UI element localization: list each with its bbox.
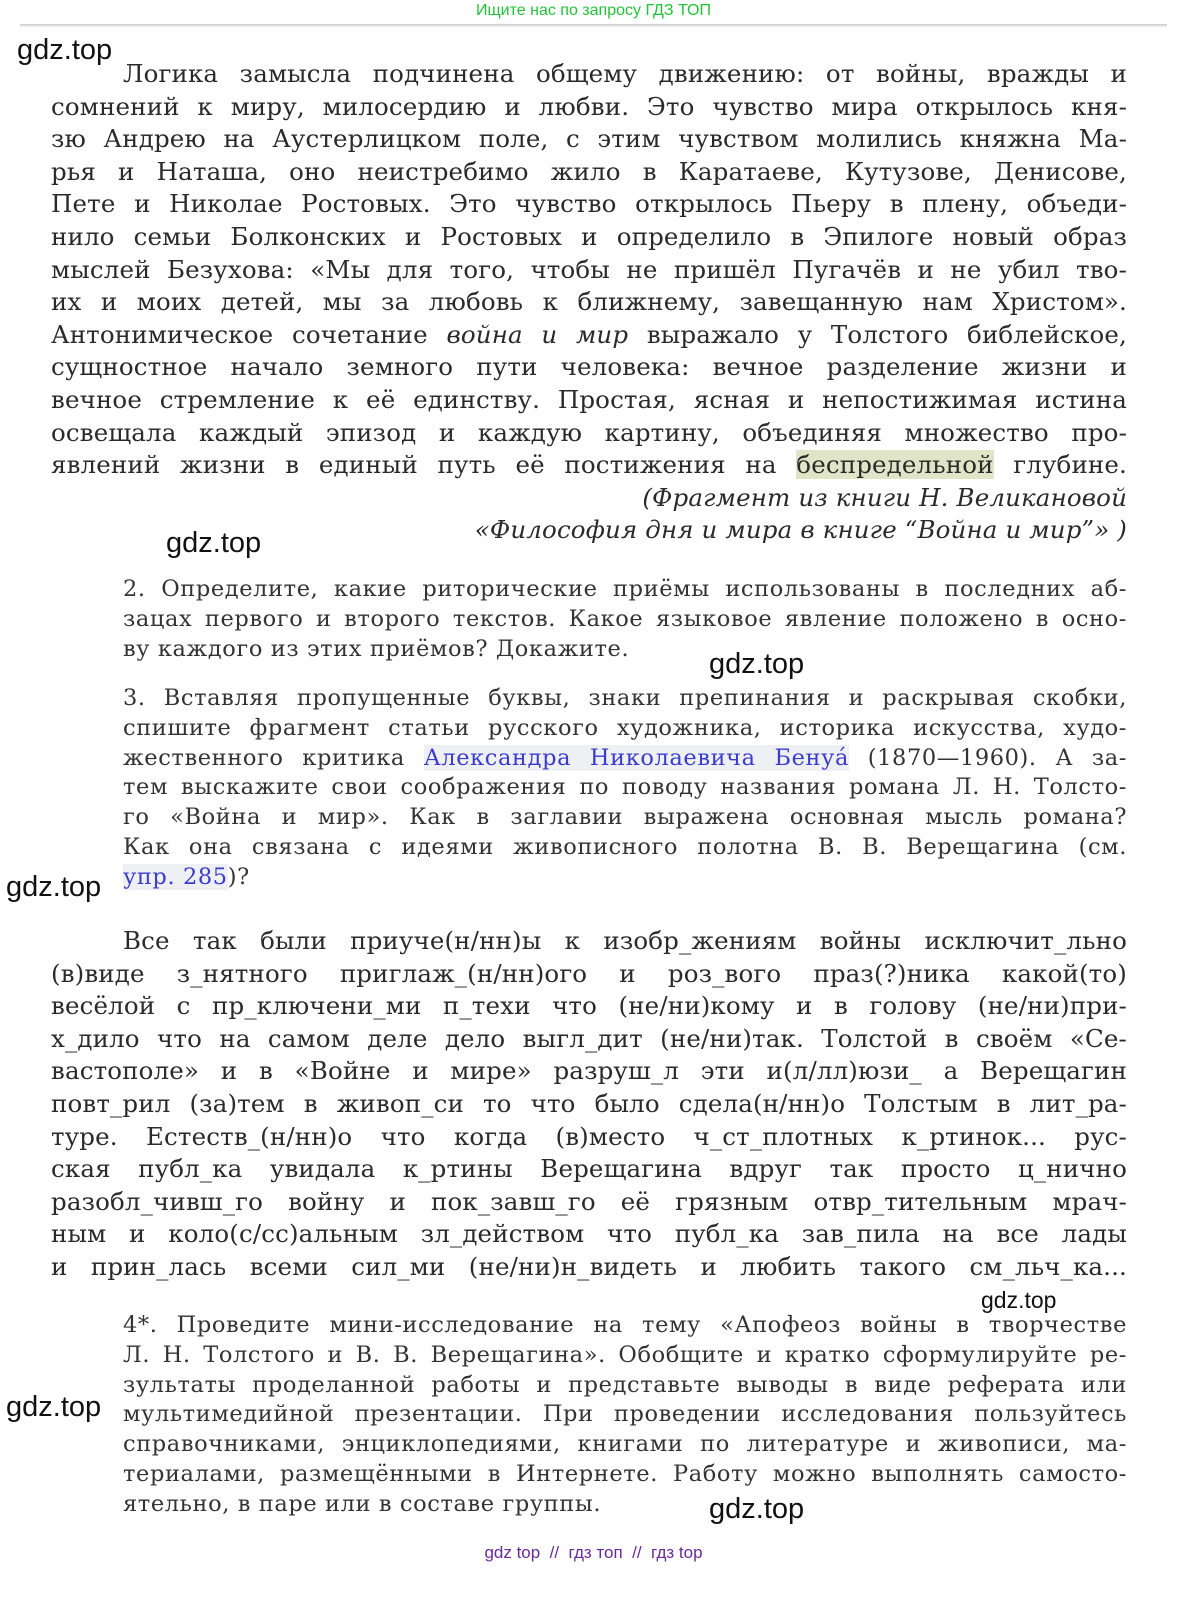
watermark: gdz.top xyxy=(981,1287,1057,1313)
search-hint-text: Ищите нас по запросу ГДЗ ТОП xyxy=(476,2,711,19)
text: Антонимическое сочетание xyxy=(51,319,447,349)
text: )? xyxy=(227,863,250,890)
task-3 xyxy=(123,684,1127,893)
exercise-line: туре. Естеств_(н/нн)о что когда (в)место ч_ст_плотных к_ртинок... рус- xyxy=(51,1121,1127,1151)
source-citation-line: (Фрагмент из книги Н. Великановой xyxy=(642,482,1127,512)
task-line: го «Война и мир». Как в заглавии выражена основная мысль романа? xyxy=(123,804,1127,831)
task-4 xyxy=(123,1311,1127,1520)
search-hint-banner xyxy=(0,0,1187,24)
task-line: спишите фрагмент статьи русского художника, историка искусства, худо- xyxy=(123,714,1127,741)
excerpt-line xyxy=(51,319,1127,352)
watermark: gdz.top xyxy=(166,527,262,559)
text: глубине. xyxy=(993,450,1127,480)
exercise-line: вастополе» и в «Войне и мире» разруш_л эти и(л/лл)юзи_ а Верещагин xyxy=(51,1056,1127,1086)
exercise-line: повт_рил (за)тем в живоп_си то что было сдела(н/нн)о Толстым в лит_ра- xyxy=(51,1088,1127,1118)
task-line: тем выскажите свои соображения по поводу названия романа Л. Н. Толсто- xyxy=(123,774,1127,801)
task-line: 2. Определите, какие риторические приёмы использованы в последних аб- xyxy=(123,576,1127,602)
task-line xyxy=(123,863,1127,893)
text: выражало у Толстого библейское, xyxy=(628,319,1127,349)
exercise-line: Все так были приуче(н/нн)ы к изобр_жениям войны исключит_льно xyxy=(123,926,1127,955)
source-citation-line: «Философия дня и мира в книге “Война и мир”» ) xyxy=(474,515,1127,545)
exercise-line: х_дило что на самом деле дело выгл_дит (не/ни)так. Толстой в своём «Се- xyxy=(51,1023,1127,1053)
italic-phrase: война и мир xyxy=(446,319,629,349)
excerpt-paragraph xyxy=(51,58,1127,547)
footer-text: gdz top // гдз топ // гдз top xyxy=(484,1543,703,1562)
text: жественного критика xyxy=(123,744,424,771)
exercise-line: разобл_чивш_го войну и пок_завш_го её грязным отвр_тительным мрач- xyxy=(51,1186,1127,1216)
task-line xyxy=(123,744,1127,774)
banner-divider xyxy=(20,24,1167,27)
exercise-line: (в)виде з_нятного приглаж_(н/нн)ого и роз_вого праз(?)ника какой(то) xyxy=(51,958,1127,988)
exercise-text xyxy=(51,925,1127,1284)
watermark: gdz.top xyxy=(709,1493,805,1525)
task-line: зультаты проделанной работы и представьте выводы в виде реферата или xyxy=(123,1371,1127,1398)
excerpt-line: зю Андрею на Аустерлицком поле, с этим чувством молились княжна Ма- xyxy=(51,124,1127,154)
exercise-line: ская публ_ка увидала к_ртины Верещагина вдруг так просто ц_нично xyxy=(51,1154,1127,1184)
exercise-line: весёлой с пр_ключени_ми п_техи что (не/ни)кому и в голову (не/ни)при- xyxy=(51,991,1127,1021)
watermark: gdz.top xyxy=(6,1391,102,1423)
excerpt-line: сущностное начало земного пути человека: вечное разделение жизни и xyxy=(51,352,1127,382)
task-line: ятельно, в паре или в составе группы. xyxy=(123,1490,602,1517)
benois-link[interactable]: Александра Николаевича Бенуа́ xyxy=(423,744,849,771)
task-line: ву каждого из этих приёмов? Докажите. xyxy=(123,635,630,662)
excerpt-line: Пете и Николае Ростовых. Это чувство открылось Пьеру в плену, объеди- xyxy=(51,189,1127,219)
excerpt-line: рья и Наташа, оно неистребимо жило в Каратаеве, Кутузове, Денисове, xyxy=(51,156,1127,186)
text: явлений жизни в единый путь её постижения на xyxy=(51,450,797,480)
task-line: Как она связана с идеями живописного полотна В. В. Верещагина (см. xyxy=(123,833,1127,860)
excerpt-line: мыслей Безухова: «Мы для того, чтобы не пришёл Пугачёв и не убил тво- xyxy=(51,254,1127,284)
task-line: Л. Н. Толстого и В. В. Верещагина». Обобщите и кратко сформулируйте ре- xyxy=(123,1341,1127,1368)
excerpt-line: сомнений к миру, милосердию и любви. Это чувство мира открылось кня- xyxy=(51,91,1127,121)
watermark: gdz.top xyxy=(709,648,805,680)
footer-watermark xyxy=(0,1543,1187,1563)
highlighted-word[interactable]: беспредельной xyxy=(796,450,994,480)
text: (1870—1960). А за- xyxy=(848,744,1127,771)
exercise-line: и прин_лась всеми сил_ми (не/ни)н_видеть и любить такого см_льч_ка... xyxy=(51,1251,1127,1281)
excerpt-line xyxy=(51,449,1127,482)
task-2 xyxy=(123,575,1127,664)
task-line: териалами, размещёнными в Интернете. Работу можно выполнять самосто- xyxy=(123,1460,1127,1487)
excerpt-line: нило семьи Болконских и Ростовых и определило в Эпилоге новый образ xyxy=(51,221,1127,251)
excerpt-line: освещала каждый эпизод и каждую картину, объединяя множество про- xyxy=(51,417,1127,447)
excerpt-line: Логика замысла подчинена общему движению: от войны, вражды и xyxy=(123,59,1127,88)
exercise-285-link[interactable]: упр. 285 xyxy=(123,863,228,890)
excerpt-line: вечное стремление к её единству. Простая, ясная и непостижимая истина xyxy=(51,384,1127,414)
watermark: gdz.top xyxy=(6,871,102,903)
task-line: справочниками, энциклопедиями, книгами по литературе и живописи, ма- xyxy=(123,1431,1127,1458)
task-line: 3. Вставляя пропущенные буквы, знаки препинания и раскрывая скобки, xyxy=(123,685,1127,711)
watermark: gdz.top xyxy=(17,34,113,66)
task-line: 4*. Проведите мини-исследование на тему «Апофеоз войны в творчестве xyxy=(123,1312,1127,1338)
task-line: зацах первого и второго текстов. Какое языковое явление положено в осно- xyxy=(123,605,1127,632)
task-line: мультимедийной презентации. При проведении исследования пользуйтесь xyxy=(123,1401,1127,1428)
exercise-line: ным и коло(с/сс)альным зл_действом что публ_ка зав_пила на все лады xyxy=(51,1219,1127,1249)
excerpt-line: их и моих детей, мы за любовь к ближнему, завещанную нам Христом». xyxy=(51,287,1127,317)
